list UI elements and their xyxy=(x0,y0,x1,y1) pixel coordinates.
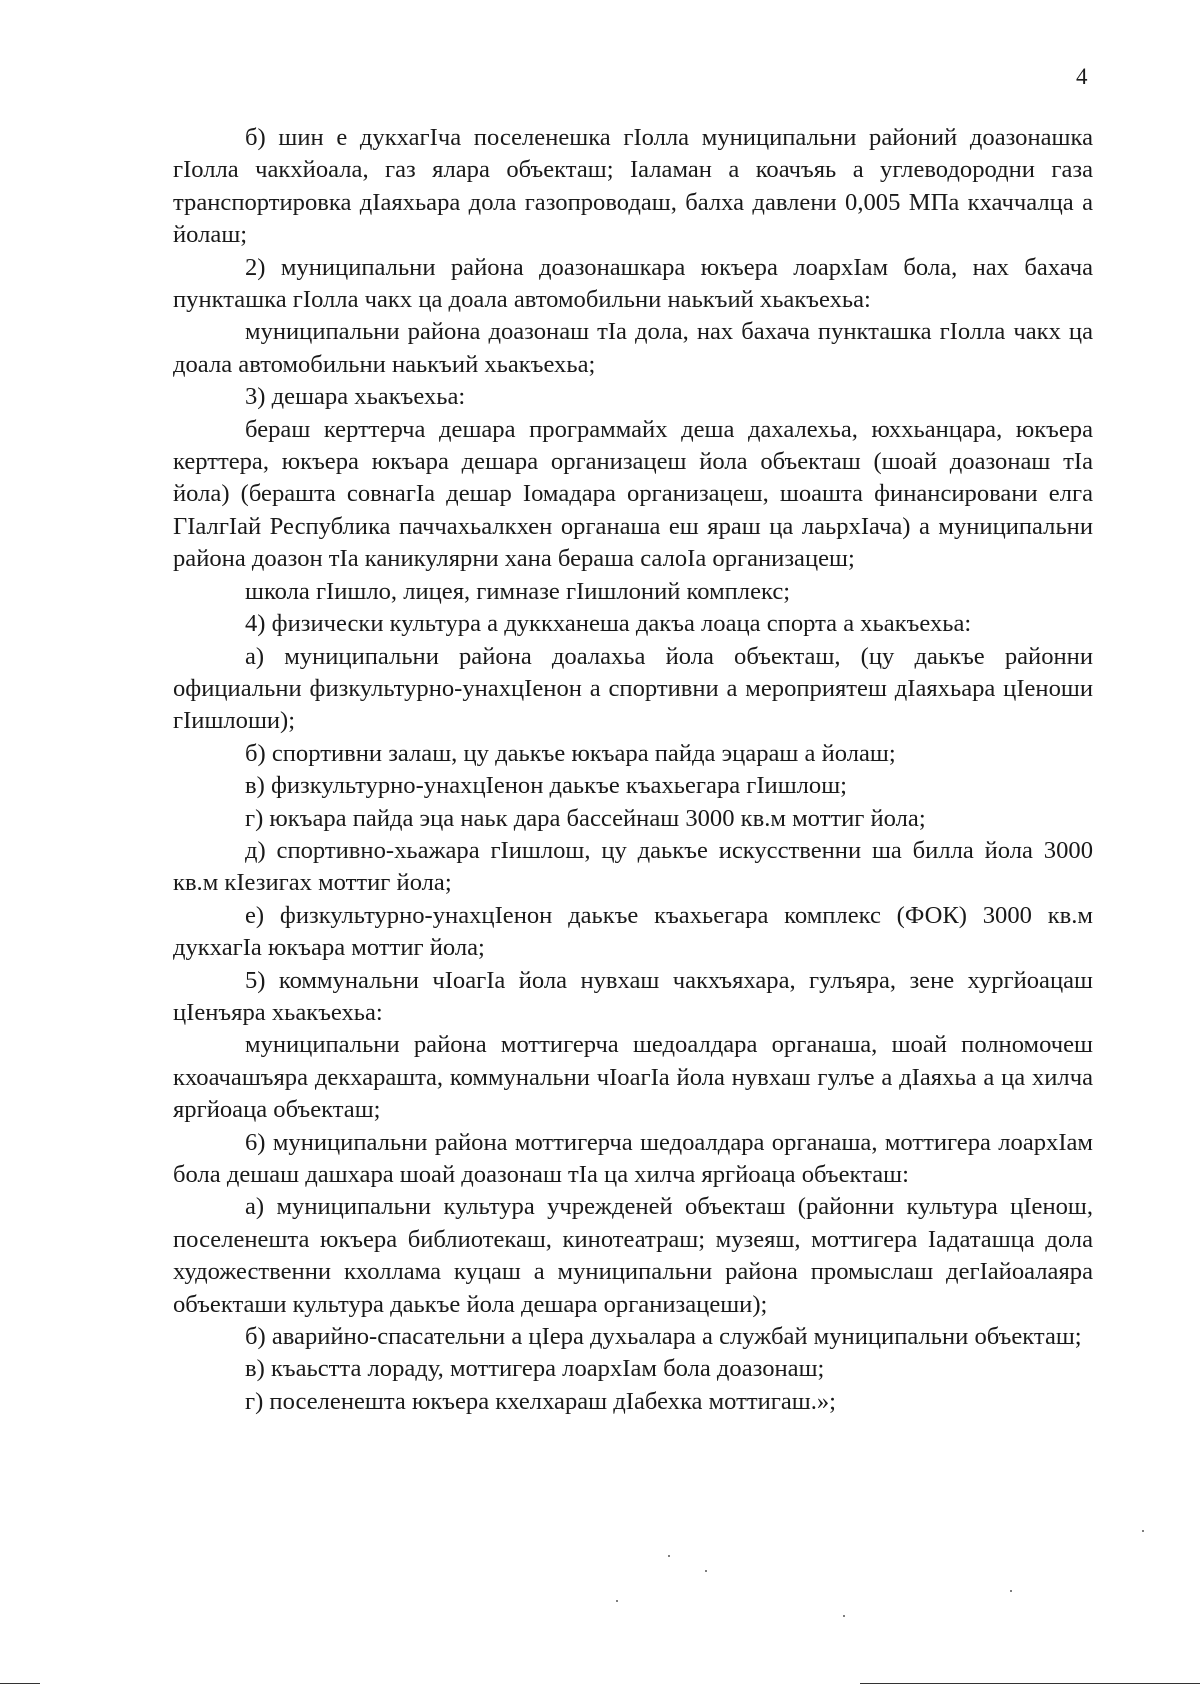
paragraph: б) шин е дукхагIча поселенешка гIолла муниципальни районий доазонашка гIолла чакхйоала, газ ялара объекташ; Iаламан а коачъяь а углеводородни газа транспортировка дIаяхьара дола газопроводаш, балха давлени 0,005 МПа кхаччалца а йолаш; xyxy=(173,124,1093,249)
scan-speck xyxy=(843,1615,845,1617)
scan-edge-line xyxy=(0,1683,40,1684)
paragraph: школа гIишло, лицея, гимназе гIишлоний комплекс; xyxy=(245,577,791,605)
scan-speck xyxy=(1010,1590,1012,1592)
paragraph: 5) коммунальни чIоагIа йола нувхаш чакхъяхара, гулъяра, зене хургйоацаш цIенъяра хьакъехьа: xyxy=(173,966,1093,1026)
paragraph: г) юкъара пайда эца наьк дара бассейнаш 3000 кв.м моттиг йола; xyxy=(245,804,926,832)
scan-speck xyxy=(616,1600,618,1602)
paragraph: е) физкультурно-унахцIенон даькъе къахьегара комплекс (ФОК) 3000 кв.м дукхагIа юкъара моттиг йола; xyxy=(173,901,1093,962)
paragraph: в) къаьстта лораду, моттигера лоархIам бола доазонаш; xyxy=(245,1355,825,1383)
paragraph: 2) муниципальни района доазонашкара юкъера лоархIам бола, нах бахача пункташка гIолла чакх ца доала автомобильни наькъий хьакъехьа: xyxy=(173,253,1093,314)
paragraph: бераш керттерча дешара программайх деша дахалехьа, юххьанцара, юкъера керттера, юкъера юкъара дешара организацеш йола объекташ (шоай доазонаш тIа йола) (бераштa совнагIа дешар Iомадара организацеш, шоашта финансировани елга ГIалгIай Республика паччахьалкхен органаша еш яраш ца лаьрхIача) а муниципальни района доазон тIа каникулярни хана бераша салоIа организацеш; xyxy=(173,415,1093,573)
paragraph: 4) физически культура а дуккханеша дакъа лоаца спорта а хьакъехьа: xyxy=(245,610,972,638)
paragraph: 3) дешара хьакъехьа: xyxy=(245,383,466,411)
scan-speck xyxy=(1142,1530,1144,1532)
paragraph: а) муниципальни культура учрежденей объекташ (районни культура цIенош, поселенешта юкъера библиотекаш, кинотеатраш; музеяш, моттигера Iадаташца дола художественни кхоллама куцаш а муниципальни района промыслаш дегIайоалаяра объекташи культура даькъе йола дешара организацеши); xyxy=(173,1193,1093,1318)
page-number: 4 xyxy=(1076,64,1088,89)
paragraph: а) муниципальни района доалахьа йола объекташ, (цу даькъе районни официальни физкультурно-унахцIенон а спортивни а мероприятеш дIаяхьара цIеноши гIишлоши); xyxy=(173,642,1093,735)
paragraph: д) спортивно-хьажара гIишлош, цу даькъе искусственни ша билла йола 3000 кв.м кIезигах моттиг йола; xyxy=(173,836,1093,897)
document-body xyxy=(173,122,1093,1418)
scan-speck xyxy=(668,1555,670,1557)
paragraph: б) спортивни залаш, цу даькъе юкъара пайда эцараш а йолаш; xyxy=(245,739,896,767)
paragraph: г) поселенешта юкъера кхелхараш дIабехка моттигаш.»; xyxy=(245,1387,837,1415)
scan-edge-line xyxy=(860,1683,1200,1684)
paragraph: в) физкультурно-унахцIенон даькъе къахьегара гIишлош; xyxy=(245,772,847,800)
paragraph: муниципальни района моттигерча шедоалдара органаша, шоай полномочеш кхоачашъяра декхараштa, коммунальни чIоагIа йола нувхаш гулъе а дIаяхьа а ца хилча яргйоаца объекташ; xyxy=(173,1031,1093,1124)
paragraph: 6) муниципальни района моттигерча шедоалдара органаша, моттигера лоархIам бола дешаш дашхара шоай доазонаш тIа ца хилча яргйоаца объекташ: xyxy=(173,1128,1093,1188)
paragraph: муниципальни района доазонаш тIа дола, нах бахача пункташка гIолла чакх ца доала автомобильни наькъий хьакъехьа; xyxy=(173,318,1093,378)
paragraph: б) аварийно-спасательни а цIера духьалара а службай муниципальни объекташ; xyxy=(245,1323,1082,1351)
scan-speck xyxy=(705,1570,707,1572)
